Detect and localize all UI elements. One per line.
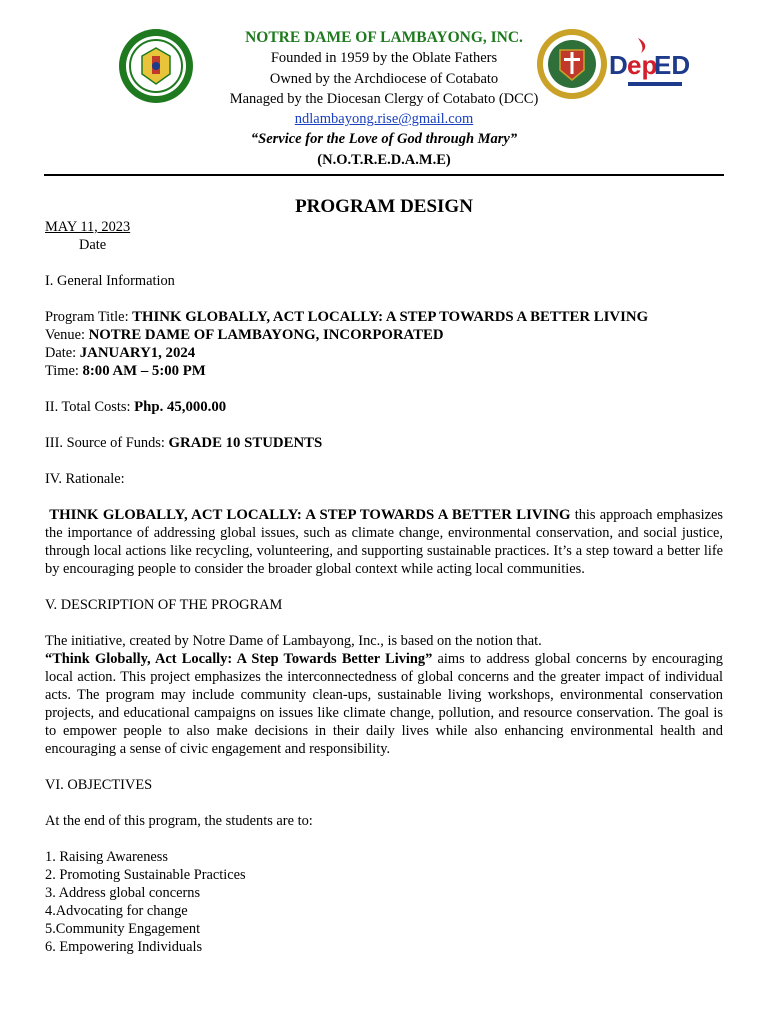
- list-item: 3. Address global concerns: [45, 885, 201, 901]
- venue-line: [45, 326, 723, 344]
- rationale-paragraph: [45, 506, 723, 578]
- time-value: 8:00 AM – 5:00 PM: [82, 363, 206, 379]
- event-date-value: JANUARY1, 2024: [79, 345, 196, 361]
- description-text: aims to address global concerns by encouraging local action. This project emphasizes the interconnectedness of global concerns and the greater impact of individual acts. The program may include community clean-ups, sustainable living workshops, environmental conservation projects, and educational campaigns on issues like climate change, pollution, and resource conservation. The goal is to empower people to also make decisions in their daily lives while also enhancing environmental health and encouraging a sense of civic engagement and responsibility.: [45, 651, 723, 757]
- motto: “Service for the Love of God through Mary”: [250, 131, 518, 148]
- document-date: MAY 11, 2023: [45, 219, 131, 235]
- list-item: 1. Raising Awareness: [45, 849, 168, 865]
- funds-value: GRADE 10 STUDENTS: [168, 435, 323, 451]
- section-description: V. DESCRIPTION OF THE PROGRAM: [45, 597, 283, 613]
- objectives-intro: At the end of this program, the students are to:: [45, 813, 313, 829]
- managed-line: Managed by the Diocesan Clergy of Cotabato (DCC): [229, 90, 539, 107]
- section-objectives: VI. OBJECTIVES: [45, 777, 153, 793]
- total-costs-line: [45, 398, 723, 416]
- acronym: (N.O.T.R.E.D.A.M.E): [317, 151, 451, 168]
- program-title-label: Program Title:: [45, 309, 133, 325]
- svg-text:ep: ep: [627, 50, 658, 80]
- costs-label: II. Total Costs:: [45, 399, 135, 415]
- document-body: [45, 218, 723, 956]
- list-item: 5.Community Engagement: [45, 921, 201, 937]
- program-title-value: THINK GLOBALLY, ACT LOCALLY: A STEP TOWARDS A BETTER LIVING: [132, 309, 649, 325]
- header-divider: [44, 174, 724, 176]
- objectives-list: [45, 848, 723, 956]
- deped-logo-icon: [608, 36, 691, 92]
- rationale-title: THINK GLOBALLY, ACT LOCALLY: A STEP TOWARDS A BETTER LIVING: [49, 507, 571, 523]
- list-item: 4.Advocating for change: [45, 903, 188, 919]
- description-intro: The initiative, created by Notre Dame of Lambayong, Inc., is based on the notion that.: [45, 633, 542, 649]
- costs-value: Php. 45,000.00: [134, 399, 227, 415]
- description-paragraph: [45, 650, 723, 758]
- list-item: 2. Promoting Sustainable Practices: [45, 867, 246, 883]
- diocese-seal-icon: [536, 28, 608, 100]
- founded-line: Founded in 1959 by the Oblate Fathers: [270, 50, 498, 67]
- event-date-line: [45, 344, 723, 362]
- funds-label: III. Source of Funds:: [45, 435, 169, 451]
- letterhead-text: [180, 28, 588, 170]
- section-general-info: I. General Information: [45, 273, 175, 289]
- source-of-funds-line: [45, 434, 723, 452]
- svg-text:ED: ED: [654, 50, 691, 80]
- venue-label: Venue:: [45, 327, 89, 343]
- svg-text:D: D: [609, 50, 628, 80]
- date-caption: Date: [79, 237, 107, 253]
- section-rationale: IV. Rationale:: [45, 471, 125, 487]
- document-title: PROGRAM DESIGN: [295, 196, 473, 217]
- program-title-line: [45, 308, 723, 326]
- time-line: [45, 362, 723, 380]
- owned-line: Owned by the Archdiocese of Cotabato: [269, 70, 499, 87]
- event-date-label: Date:: [45, 345, 80, 361]
- rationale-text: this approach emphasizes the importance of addressing global issues, such as climate change, environmental conservation, and social justice, through local actions like recycling, volunteering, and supporting sustainable practices. It’s a step toward a better life by encouraging people to consider the broader global context while acting local communities.: [45, 507, 723, 577]
- list-item: 6. Empowering Individuals: [45, 939, 203, 955]
- school-name: NOTRE DAME OF LAMBAYONG, INC.: [245, 29, 523, 46]
- email-link[interactable]: ndlambayong.rise@gmail.com: [294, 111, 474, 128]
- venue-value: NOTRE DAME OF LAMBAYONG, INCORPORATED: [88, 327, 444, 343]
- time-label: Time:: [45, 363, 83, 379]
- description-quote: “Think Globally, Act Locally: A Step Towards Better Living”: [45, 651, 433, 667]
- letterhead: [0, 28, 768, 174]
